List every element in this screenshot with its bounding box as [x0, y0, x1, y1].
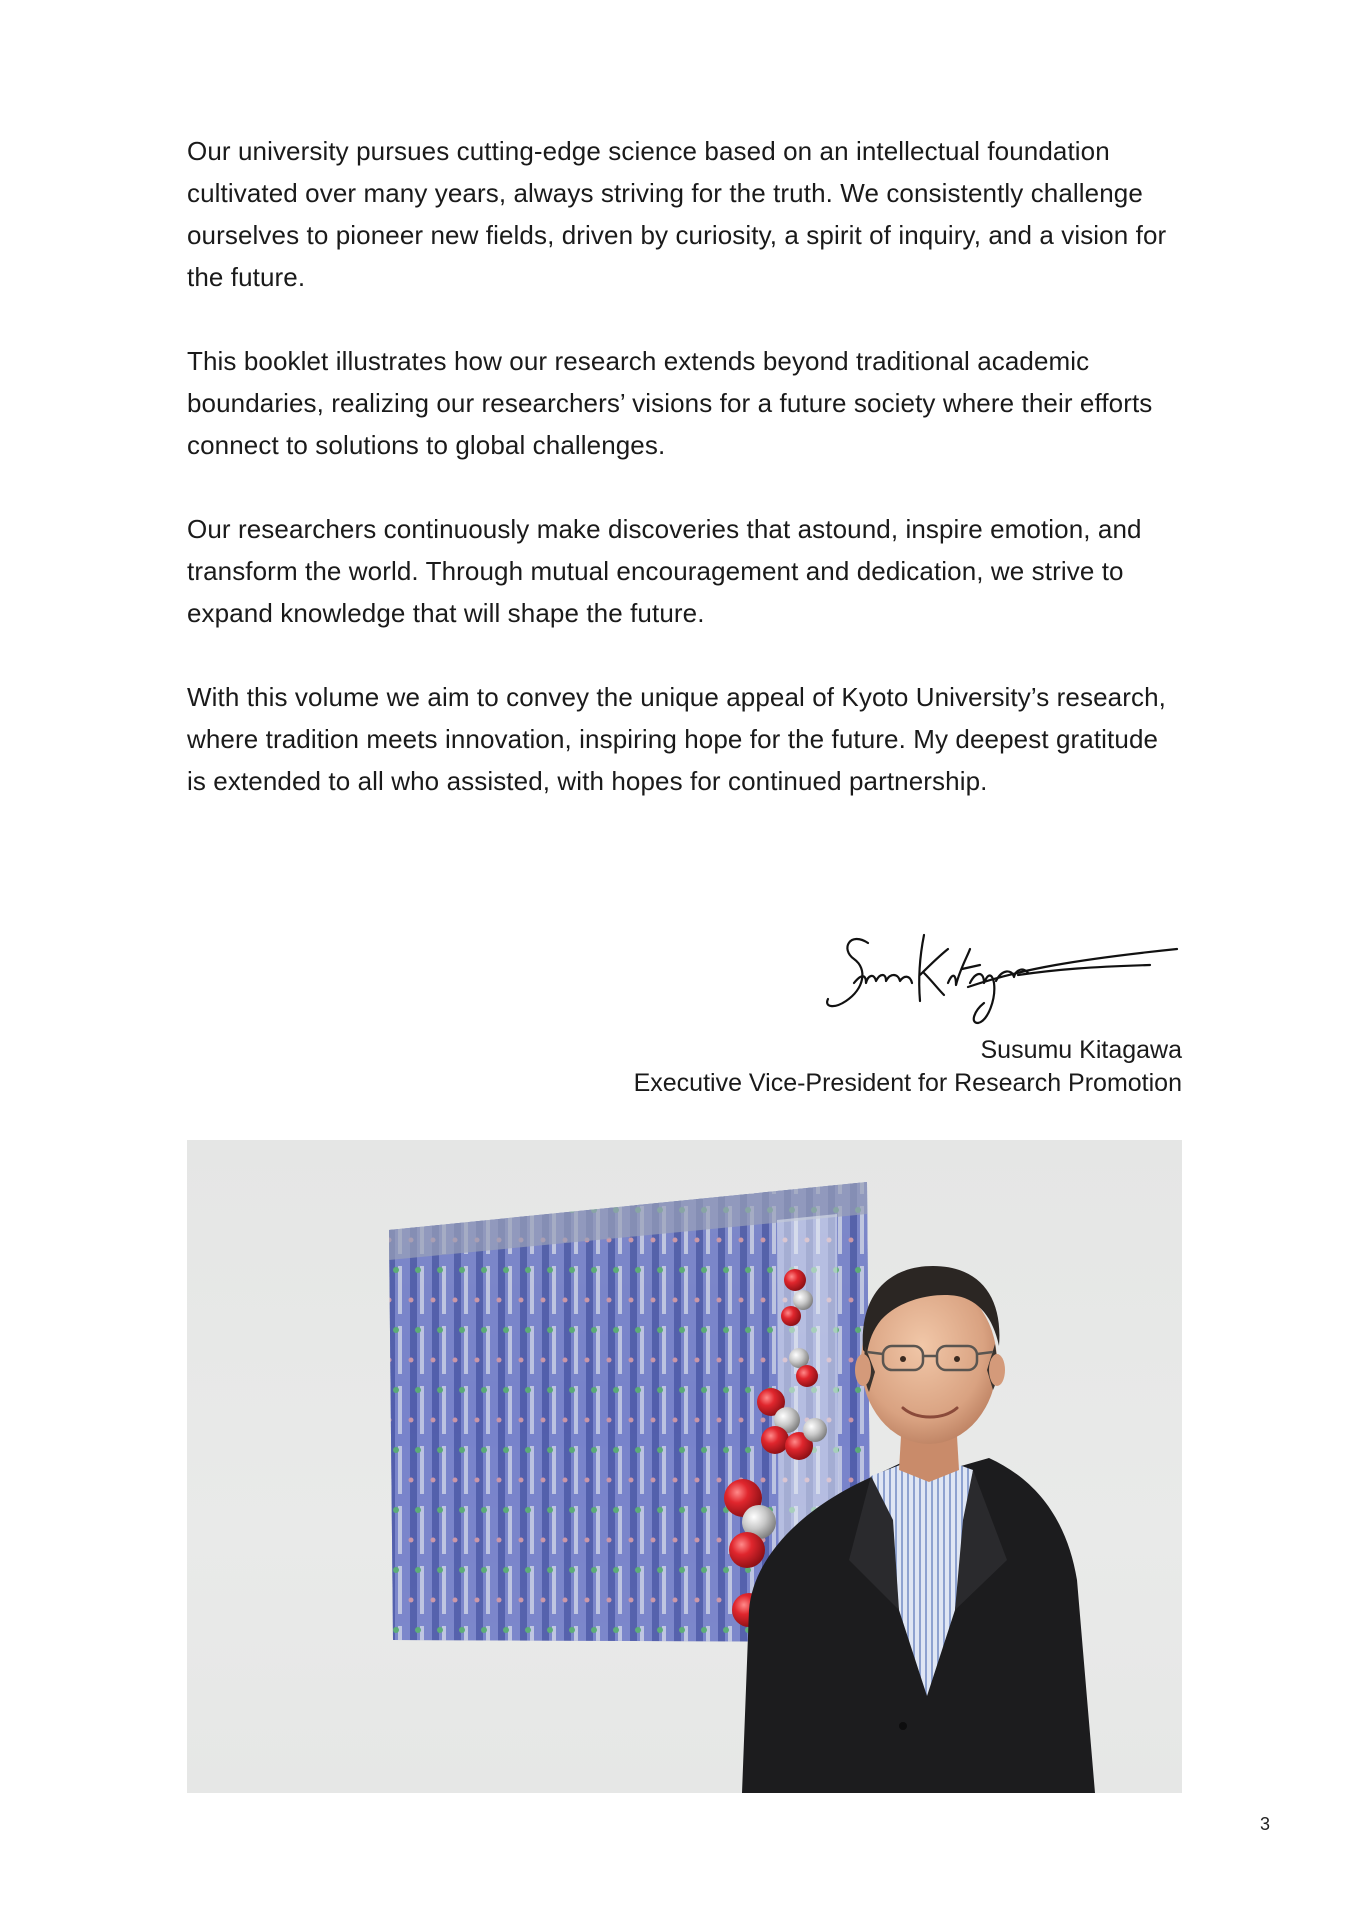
signature-block	[634, 1034, 1182, 1100]
message-body	[187, 130, 1182, 844]
paragraph-2: This booklet illustrates how our research extends beyond traditional academic boundaries, realizing our researchers’ visions for a future society where their efforts connect to solutions to global challenges.	[187, 346, 1153, 460]
page-number: 3	[1259, 1814, 1270, 1834]
paragraph-1: Our university pursues cutting-edge science based on an intellectual foundation cultivated over many years, always striving for the truth. We consistently challenge ourselves to pioneer new fields, driven by curiosity, a spirit of inquiry, and a vision for the future.	[187, 136, 1167, 292]
signatory-name: Susumu Kitagawa	[980, 1036, 1182, 1064]
paragraph-4: With this volume we aim to convey the unique appeal of Kyoto University’s research, where tradition meets innovation, inspiring hope for the future. My deepest gratitude is extended to all who assisted, with hopes for continued partnership.	[187, 682, 1166, 796]
handwritten-signature	[820, 925, 1180, 1025]
paragraph-3: Our researchers continuously make discoveries that astound, inspire emotion, and transform the world. Through mutual encouragement and dedication, we strive to expand knowledge that will shape the future.	[187, 514, 1142, 628]
signatory-title: Executive Vice-President for Research Promotion	[633, 1069, 1182, 1097]
portrait-photo	[187, 1140, 1182, 1793]
